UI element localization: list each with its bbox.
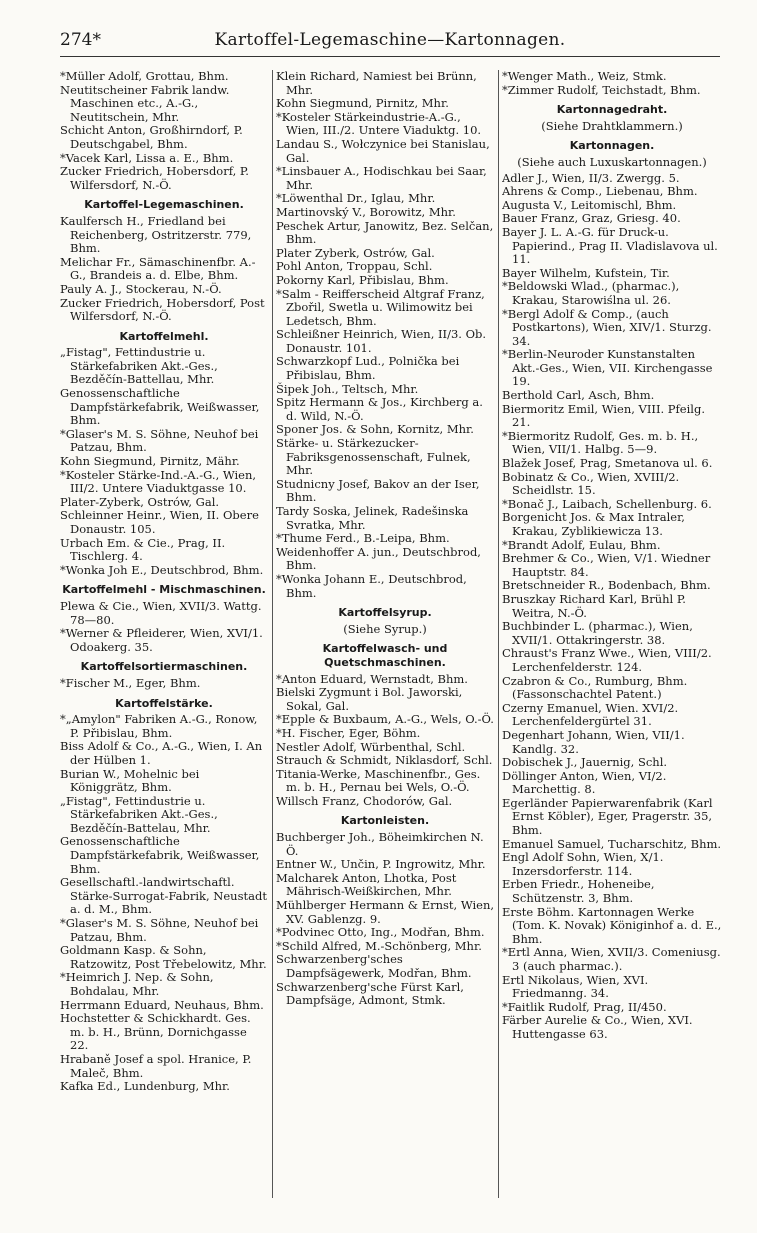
directory-entry: *Thume Ferd., B.-Leipa, Bhm. bbox=[276, 531, 450, 546]
directory-entry: Bayer J. L. A.-G. für Druck-u. Papierind., Prag II. Vladislavova ul. 11. bbox=[502, 224, 718, 267]
directory-entry: Färber Aurelie & Co., Wien, XVI. Huttengasse 63. bbox=[502, 1013, 693, 1041]
directory-entry: Mühlberger Hermann & Ernst, Wien, XV. Gablenzg. 9. bbox=[276, 898, 494, 926]
directory-entry: Tardy Soska, Jelinek, Radešinska Svratka, Mhr. bbox=[276, 504, 469, 532]
directory-entry: Döllinger Anton, Wien, VI/2. Marchettig. 8. bbox=[502, 768, 667, 797]
directory-entry: Erben Friedr., Hoheneibe, Schützenstr. 3, Bhm. bbox=[502, 877, 655, 906]
directory-entry: Adler J., Wien, II/3. Zwergg. 5. bbox=[502, 170, 680, 185]
directory-entry: Entner W., Unčin, P. Ingrowitz, Mhr. bbox=[276, 857, 486, 872]
directory-entry: Hrabaně Josef a spol. Hranice, P. Maleč, Bhm. bbox=[60, 1051, 252, 1080]
directory-entry: *Kosteler Stärke-Ind.-A.-G., Wien, III/2. Untere Viaduktgasse 10. bbox=[60, 467, 257, 496]
directory-entry: Gesellschaftl.-landwirtschaftl. Stärke-Surrogat-Fabrik, Neustadt a. d. M., Bhm. bbox=[60, 875, 267, 917]
directory-entry: *Faitlik Rudolf, Prag, II/450. bbox=[502, 999, 667, 1014]
directory-entry: Engl Adolf Sohn, Wien, X/1. Inzersdorferstr. 114. bbox=[502, 850, 664, 878]
directory-entry: Buchbinder L. (pharmac.), Wien, XVII/1. Ottakringerstr. 38. bbox=[502, 619, 693, 647]
directory-entry: Borgenicht Jos. & Max Intraler, Krakau, Zyblikiewicza 13. bbox=[502, 510, 685, 538]
directory-entry: Kafka Ed., Lundenburg, Mhr. bbox=[60, 1079, 230, 1094]
directory-entry: *Werner & Pfleiderer, Wien, XVI/1. Odoakerg. 35. bbox=[60, 626, 263, 654]
directory-entry: *Epple & Buxbaum, A.-G., Wels, O.-Ö. bbox=[276, 712, 494, 727]
directory-entry: Landau S., Wołczynice bei Stanislau, Gal. bbox=[276, 136, 490, 165]
directory-entry: Genossenschaftliche Dampfstärkefabrik, Weißwasser, Bhm. bbox=[60, 834, 260, 876]
directory-entry: *Berlin-Neuroder Kunstanstalten Akt.-Ges., Wien, VII. Kirchengasse 19. bbox=[502, 347, 713, 389]
directory-entry: Martinovský V., Borowitz, Mhr. bbox=[276, 204, 456, 219]
directory-entry: Weidenhoffer A. jun., Deutschbrod, Bhm. bbox=[276, 544, 481, 573]
directory-entry: Strauch & Schmidt, Niklasdorf, Schl. bbox=[276, 753, 493, 768]
column-middle bbox=[276, 70, 494, 1198]
directory-entry: *Wonka Joh E., Deutschbrod, Bhm. bbox=[60, 562, 264, 577]
section-heading: Kartoffelstärke. bbox=[115, 696, 213, 710]
directory-entry: Pokorny Karl, Přibislau, Bhm. bbox=[276, 272, 449, 287]
directory-entry: Melichar Fr., Sämaschinenfbr. A.-G., Brandeis a. d. Elbe, Bhm. bbox=[60, 254, 256, 283]
directory-entry: Bauer Franz, Graz, Griesg. 40. bbox=[502, 211, 681, 226]
directory-entry: *Zimmer Rudolf, Teichstadt, Bhm. bbox=[502, 82, 701, 97]
directory-columns bbox=[60, 70, 726, 1200]
directory-entry: Titania-Werke, Maschinenfbr., Ges. m. b. H., Pernau bei Wels, O.-Ö. bbox=[276, 766, 481, 795]
directory-entry: *Brandt Adolf, Eulau, Bhm. bbox=[502, 537, 661, 552]
column-divider bbox=[498, 70, 499, 1198]
directory-entry: Sponer Jos. & Sohn, Kornitz, Mhr. bbox=[276, 422, 474, 437]
section-heading: Kartoffelmehl - Mischmaschinen. bbox=[62, 583, 266, 597]
directory-entry: Kohn Siegmund, Pirnitz, Mähr. bbox=[60, 454, 240, 469]
directory-entry: Plewa & Cie., Wien, XVII/3. Wattg. 78—80. bbox=[60, 598, 262, 627]
directory-entry: Urbach Em. & Cie., Prag, II. Tischlerg. 4. bbox=[60, 535, 226, 564]
directory-entry: Plater Zyberk, Ostrów, Gal. bbox=[276, 245, 435, 260]
cross-reference: (Siehe Drahtklammern.) bbox=[541, 118, 683, 133]
section-heading: Kartoffel-Legemaschinen. bbox=[84, 198, 244, 212]
directory-entry: Erste Böhm. Kartonnagen Werke (Tom. K. Novak) Königinhof a. d. E., Bhm. bbox=[502, 904, 722, 946]
directory-entry: Schicht Anton, Großhirndorf, P. Deutschgabel, Bhm. bbox=[60, 123, 243, 151]
directory-entry: *Glaser's M. S. Söhne, Neuhof bei Patzau, Bhm. bbox=[60, 916, 259, 944]
directory-entry: Bobinatz & Co., Wien, XVIII/2. Scheidlstr. 15. bbox=[502, 469, 680, 498]
directory-entry: Kohn Siegmund, Pirnitz, Mhr. bbox=[276, 96, 449, 111]
directory-entry: *Bonač J., Laibach, Schellenburg. 6. bbox=[502, 496, 712, 511]
directory-entry: *Wenger Math., Weiz, Stmk. bbox=[502, 70, 667, 83]
directory-entry: *Linsbauer A., Hodischkau bei Saar, Mhr. bbox=[276, 164, 487, 192]
page-header bbox=[60, 30, 720, 57]
section-heading: Kartonnagen. bbox=[569, 139, 655, 153]
directory-entry: Goldmann Kasp. & Sohn, Ratzowitz, Post Třebelowitz, Mhr. bbox=[60, 943, 267, 971]
directory-entry: Brehmer & Co., Wien, V/1. Wiedner Hauptstr. 84. bbox=[502, 551, 711, 579]
directory-entry: Plater-Zyberk, Ostrów, Gal. bbox=[60, 494, 220, 509]
directory-entry: Kaulfersch H., Friedland bei Reichenberg, Ostritzerstr. 779, Bhm. bbox=[60, 213, 252, 256]
directory-entry: Bielski Zygmunt i Bol. Jaworski, Sokal, Gal. bbox=[276, 685, 463, 713]
directory-entry: *Schild Alfred, M.-Schönberg, Mhr. bbox=[276, 938, 482, 953]
section-heading: Kartoffelsortiermaschinen. bbox=[80, 660, 248, 674]
column-left bbox=[60, 70, 268, 1198]
section-heading: Kartonnagedraht. bbox=[556, 103, 668, 117]
directory-entry: *Anton Eduard, Wernstadt, Bhm. bbox=[276, 671, 468, 686]
directory-entry: Pohl Anton, Troppau, Schl. bbox=[276, 259, 433, 274]
directory-entry: *Kosteler Stärkeindustrie-A.-G., Wien, III./2. Untere Viaduktg. 10. bbox=[276, 109, 482, 138]
directory-entry: Burian W., Mohelnic bei Königgrätz, Bhm. bbox=[60, 766, 200, 795]
directory-entry: Berthold Carl, Asch, Bhm. bbox=[502, 388, 655, 403]
directory-entry: *Löwenthal Dr., Iglau, Mhr. bbox=[276, 191, 436, 206]
directory-entry: *Bergl Adolf & Comp., (auch Postkartons), Wien, XIV/1. Sturzg. 34. bbox=[502, 306, 712, 348]
directory-entry: *Wonka Johann E., Deutschbrod, Bhm. bbox=[276, 571, 467, 600]
directory-entry: Emanuel Samuel, Tucharschitz, Bhm. bbox=[502, 836, 722, 851]
column-divider bbox=[272, 70, 273, 1198]
directory-entry: Schleißner Heinrich, Wien, II/3. Ob. Donaustr. 101. bbox=[276, 327, 487, 355]
directory-entry: „Fistag", Fettindustrie u. Stärkefabriken Akt.-Ges., Bezděčín-Battellau, Mhr. bbox=[60, 345, 218, 387]
directory-entry: Stärke- u. Stärkezucker-Fabriksgenossenschaft, Fulnek, Mhr. bbox=[276, 436, 471, 478]
directory-entry: Peschek Artur, Janowitz, Bez. Selčan, Bhm. bbox=[276, 218, 494, 247]
section-heading: Kartoffelsyrup. bbox=[338, 606, 432, 620]
directory-entry: Klein Richard, Namiest bei Brünn, Mhr. bbox=[276, 70, 477, 97]
directory-entry: Malcharek Anton, Lhotka, Post Mährisch-Weißkirchen, Mhr. bbox=[276, 870, 457, 899]
directory-entry: Neutitscheiner Fabrik landw. Maschinen etc., A.-G., Neutitschein, Mhr. bbox=[60, 82, 230, 124]
directory-entry: Nestler Adolf, Würbenthal, Schl. bbox=[276, 739, 466, 754]
column-right bbox=[502, 70, 722, 1198]
directory-entry: Ertl Nikolaus, Wien, XVI. Friedmanng. 34. bbox=[502, 972, 649, 1001]
directory-entry: *„Amylon" Fabriken A.-G., Ronow, P. Přibislau, Bhm. bbox=[60, 712, 258, 740]
directory-entry: Ahrens & Comp., Liebenau, Bhm. bbox=[502, 184, 698, 199]
directory-entry: *H. Fischer, Eger, Böhm. bbox=[276, 725, 421, 740]
directory-entry: *Fischer M., Eger, Bhm. bbox=[60, 675, 201, 690]
directory-entry: Czabron & Co., Rumburg, Bhm. (Fassonschachtel Patent.) bbox=[502, 673, 688, 702]
directory-entry: Schwarzkopf Lud., Polnička bei Přibislau, Bhm. bbox=[276, 354, 460, 383]
directory-entry: *Podvinec Otto, Ing., Modřan, Bhm. bbox=[276, 925, 485, 940]
directory-entry: Schwarzenberg'sches Dampfsägewerk, Modřan, Bhm. bbox=[276, 952, 472, 980]
directory-entry: Zucker Friedrich, Hobersdorf, P. Wilfersdorf, N.-Ö. bbox=[60, 164, 249, 192]
directory-entry: „Fistag", Fettindustrie u. Stärkefabriken Akt.-Ges., Bezděčín-Battelau, Mhr. bbox=[60, 793, 218, 835]
directory-entry: Schwarzenberg'sche Fürst Karl, Dampfsäge, Admont, Stmk. bbox=[276, 979, 464, 1008]
directory-entry: Herrmann Eduard, Neuhaus, Bhm. bbox=[60, 997, 264, 1012]
cross-reference: (Siehe auch Luxuskartonnagen.) bbox=[517, 154, 707, 169]
directory-entry: Degenhart Johann, Wien, VII/1. Kandlg. 32. bbox=[502, 727, 685, 756]
directory-entry: Biermoritz Emil, Wien, VIII. Pfeilg. 21. bbox=[502, 401, 705, 430]
section-heading: Kartoffelwasch- und Quetschmaschinen. bbox=[322, 642, 448, 669]
directory-entry: Willsch Franz, Chodorów, Gal. bbox=[276, 793, 453, 808]
directory-entry: Chraust's Franz Wwe., Wien, VIII/2. Lerchenfelderstr. 124. bbox=[502, 646, 712, 674]
cross-reference: (Siehe Syrup.) bbox=[343, 621, 427, 636]
directory-entry: *Heimrich J. Nep. & Sohn, Bohdalau, Mhr. bbox=[60, 970, 214, 998]
directory-entry: *Salm - Reifferscheid Altgraf Franz, Zbořil, Swetla u. Wilimowitz bei Ledetsch, Bhm. bbox=[276, 286, 485, 328]
directory-entry: *Vacek Karl, Lissa a. E., Bhm. bbox=[60, 150, 234, 165]
directory-entry: *Ertl Anna, Wien, XVII/3. Comeniusg. 3 (auch pharmac.). bbox=[502, 945, 721, 973]
directory-entry: Buchberger Joh., Böheimkirchen N. Ö. bbox=[276, 830, 484, 858]
section-heading: Kartonleisten. bbox=[340, 814, 430, 828]
directory-entry: Schleinner Heinr., Wien, II. Obere Donaustr. 105. bbox=[60, 508, 259, 536]
directory-entry: Blažek Josef, Prag, Smetanova ul. 6. bbox=[502, 456, 713, 471]
directory-entry: Biss Adolf & Co., A.-G., Wien, I. An der Hülben 1. bbox=[60, 739, 263, 767]
section-heading: Kartoffelmehl. bbox=[119, 329, 209, 343]
directory-entry: Bruszkay Richard Karl, Brühl P. Weitra, N.-Ö. bbox=[502, 591, 686, 620]
directory-entry: Czerny Emanuel, Wien. XVI/2. Lerchenfeldergürtel 31. bbox=[502, 700, 679, 729]
directory-entry: Hochstetter & Schickhardt. Ges. m. b. H., Brünn, Dornichgasse 22. bbox=[60, 1011, 251, 1053]
directory-entry: *Müller Adolf, Grottau, Bhm. bbox=[60, 70, 229, 83]
directory-entry: Pauly A. J., Stockerau, N.-Ö. bbox=[60, 281, 222, 296]
page-number: 274* bbox=[60, 30, 101, 50]
directory-entry: Egerländer Papierwarenfabrik (Karl Ernst Köbler), Eger, Pragerstr. 35, Bhm. bbox=[502, 795, 713, 838]
directory-entry: Bretschneider R., Bodenbach, Bhm. bbox=[502, 578, 711, 593]
running-title: Kartoffel-Legemaschine—Kartonnagen. bbox=[214, 30, 566, 50]
directory-entry: Genossenschaftliche Dampfstärkefabrik, Weißwasser, Bhm. bbox=[60, 386, 260, 428]
directory-entry: *Biermoritz Rudolf, Ges. m. b. H., Wien, VII/1. Halbg. 5—9. bbox=[502, 428, 699, 457]
directory-entry: Studnicny Josef, Bakov an der Iser, Bhm. bbox=[276, 476, 480, 505]
directory-entry: Zucker Friedrich, Hobersdorf, Post Wilfersdorf, N.-Ö. bbox=[60, 295, 265, 324]
directory-entry: Spitz Hermann & Jos., Kirchberg a. d. Wild, N.-Ö. bbox=[276, 395, 483, 423]
directory-entry: *Beldowski Wlad., (pharmac.), Krakau, Starowiślna ul. 26. bbox=[502, 279, 680, 307]
directory-entry: Augusta V., Leitomischl, Bhm. bbox=[502, 197, 677, 212]
directory-entry: Šipek Joh., Teltsch, Mhr. bbox=[276, 381, 419, 396]
directory-entry: Bayer Wilhelm, Kufstein, Tir. bbox=[502, 265, 670, 280]
directory-entry: *Glaser's M. S. Söhne, Neuhof bei Patzau, Bhm. bbox=[60, 426, 259, 455]
directory-entry: Dobischek J., Jauernig, Schl. bbox=[502, 755, 668, 770]
